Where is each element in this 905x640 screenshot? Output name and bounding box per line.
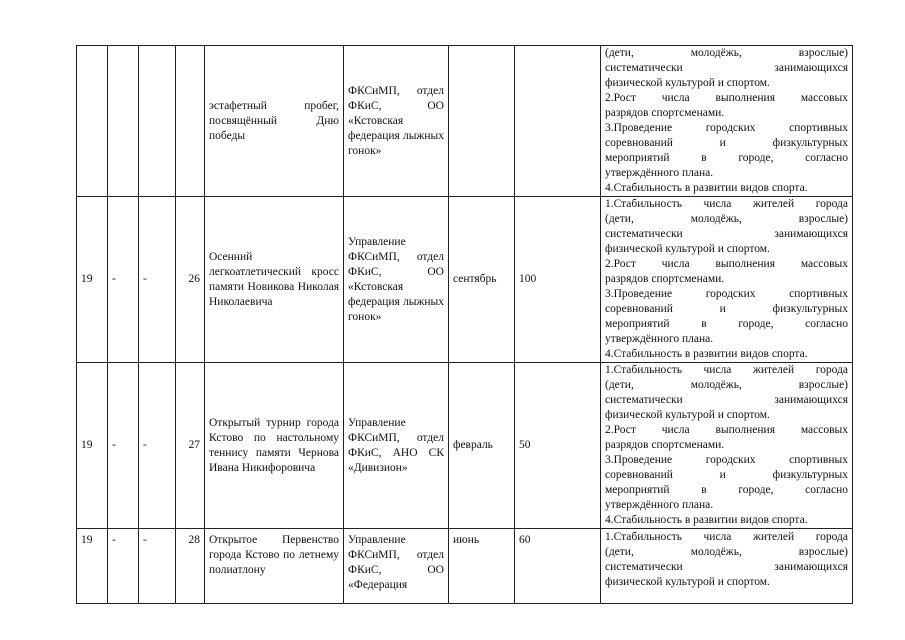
- results-line: 1.Стабильность числа жителей города: [605, 531, 848, 543]
- organizer-cell: Управление ФКСиМП, отдел ФКиС, ОО «Кстовская федерация лыжных гонок»: [344, 197, 449, 363]
- results-line: 3.Проведение городских спортивных: [605, 122, 848, 134]
- results-line: (дети, молодёжь, взрослые): [605, 213, 848, 225]
- table-row: [77, 529, 853, 604]
- month-cell: сентябрь: [449, 197, 515, 363]
- table-row: [77, 197, 853, 363]
- results-line: 2.Рост числа выполнения массовых: [605, 424, 848, 436]
- results-line: систематически занимающихся: [605, 228, 848, 240]
- participants-cell: [515, 46, 601, 197]
- results-line: разрядов спортсменами.: [605, 439, 725, 451]
- results-line: (дети, молодёжь, взрослые): [605, 546, 848, 558]
- results-line: систематически занимающихся: [605, 561, 848, 573]
- participants-cell: 60: [515, 529, 601, 604]
- organizer-cell: Управление ФКСиМП, отдел ФКиС, ОО «Федерация: [344, 529, 449, 604]
- event-number-cell: 27: [176, 363, 205, 529]
- table-row: [77, 363, 853, 529]
- results-line: разрядов спортсменами.: [605, 273, 725, 285]
- results-line: разрядов спортсменами.: [605, 107, 725, 119]
- results-line: (дети, молодёжь, взрослые): [605, 47, 848, 59]
- organizer-cell: Управление ФКСиМП, отдел ФКиС, АНО СК «Дивизион»: [344, 363, 449, 529]
- event-number-cell: [176, 46, 205, 197]
- col1-cell: [77, 46, 108, 197]
- results-line: мероприятий в городе, согласно: [605, 152, 848, 164]
- results-line: 2.Рост числа выполнения массовых: [605, 92, 848, 104]
- col3-cell: [139, 46, 176, 197]
- event-name-cell: Открытый турнир города Кстово по настольному теннису памяти Чернова Ивана Никифоровича: [205, 363, 344, 529]
- col3-cell: -: [139, 363, 176, 529]
- results-line: 1.Стабильность числа жителей города: [605, 364, 848, 376]
- col2-cell: [108, 46, 139, 197]
- results-line: физической культурой и спортом.: [605, 409, 770, 421]
- results-line: соревнований и физкультурных: [605, 469, 848, 481]
- participants-cell: 100: [515, 197, 601, 363]
- results-cell: [601, 529, 853, 604]
- results-line: 2.Рост числа выполнения массовых: [605, 258, 848, 270]
- col2-cell: -: [108, 363, 139, 529]
- results-cell: [601, 46, 853, 197]
- event-name-cell: эстафетный пробег, посвящённый Дню победы: [205, 46, 344, 197]
- results-line: 4.Стабильность в развитии видов спорта.: [605, 182, 808, 194]
- results-line: 3.Проведение городских спортивных: [605, 288, 848, 300]
- results-line: мероприятий в городе, согласно: [605, 484, 848, 496]
- results-line: утверждённого плана.: [605, 499, 714, 511]
- results-line: систематически занимающихся: [605, 62, 848, 74]
- col3-cell: -: [139, 197, 176, 363]
- results-line: утверждённого плана.: [605, 333, 714, 345]
- col1-cell: 19: [77, 197, 108, 363]
- event-number-cell: 26: [176, 197, 205, 363]
- results-line: мероприятий в городе, согласно: [605, 318, 848, 330]
- participants-cell: 50: [515, 363, 601, 529]
- col1-cell: 19: [77, 363, 108, 529]
- month-cell: февраль: [449, 363, 515, 529]
- col1-cell: 19: [77, 529, 108, 604]
- table-row: [77, 46, 853, 197]
- col3-cell: -: [139, 529, 176, 604]
- results-line: систематически занимающихся: [605, 394, 848, 406]
- event-name-cell: Осенний легкоатлетический кросс памяти Новикова Николая Николаевича: [205, 197, 344, 363]
- results-line: 4.Стабильность в развитии видов спорта.: [605, 514, 808, 526]
- results-cell: [601, 197, 853, 363]
- results-line: утверждённого плана.: [605, 167, 714, 179]
- results-line: физической культурой и спортом.: [605, 576, 770, 588]
- results-line: 3.Проведение городских спортивных: [605, 454, 848, 466]
- results-cell: [601, 363, 853, 529]
- results-line: (дети, молодёжь, взрослые): [605, 379, 848, 391]
- results-line: 1.Стабильность числа жителей города: [605, 198, 848, 210]
- col2-cell: -: [108, 197, 139, 363]
- month-cell: июнь: [449, 529, 515, 604]
- results-line: физической культурой и спортом.: [605, 243, 770, 255]
- month-cell: [449, 46, 515, 197]
- results-line: физической культурой и спортом.: [605, 77, 770, 89]
- event-number-cell: 28: [176, 529, 205, 604]
- results-line: 4.Стабильность в развитии видов спорта.: [605, 348, 808, 360]
- event-name-cell: Открытое Первенство города Кстово по летнему полиатлону: [205, 529, 344, 604]
- organizer-cell: ФКСиМП, отдел ФКиС, ОО «Кстовская федерация лыжных гонок»: [344, 46, 449, 197]
- events-table: [76, 45, 853, 604]
- results-line: соревнований и физкультурных: [605, 137, 848, 149]
- results-line: соревнований и физкультурных: [605, 303, 848, 315]
- col2-cell: -: [108, 529, 139, 604]
